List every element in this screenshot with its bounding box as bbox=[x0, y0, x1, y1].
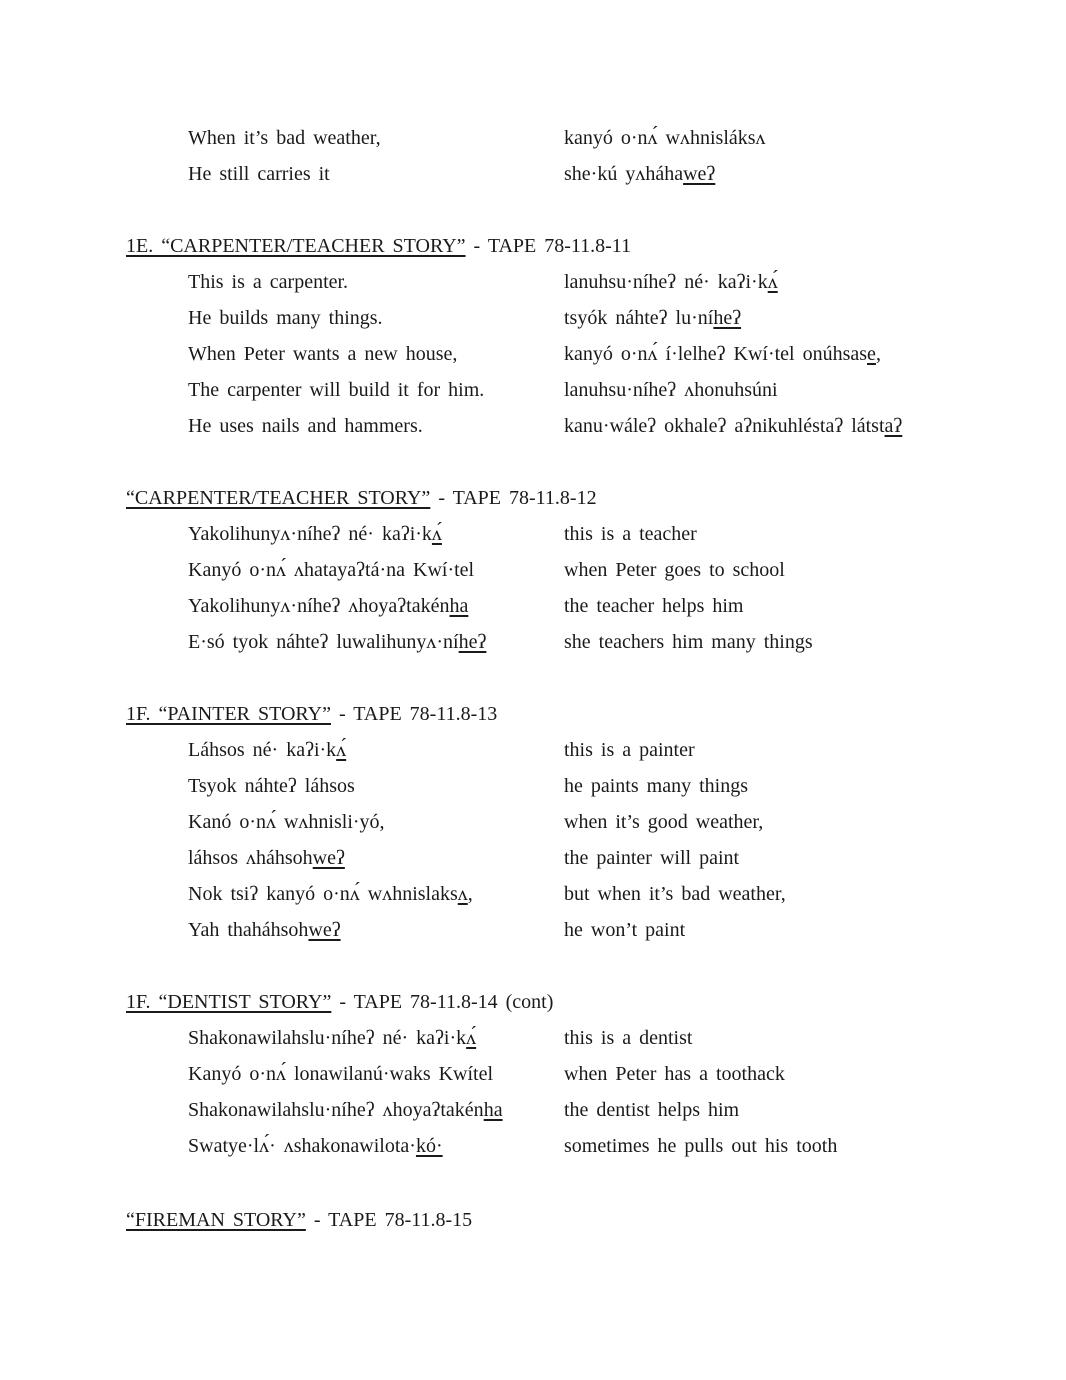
intro-row bbox=[0, 120, 1066, 156]
english-line: When Peter wants a new house, bbox=[188, 343, 458, 365]
story-row bbox=[0, 516, 1066, 552]
heading-tape: - TAPE 78-11.8-14 (cont) bbox=[331, 991, 554, 1013]
english-line: When it’s bad weather, bbox=[188, 127, 381, 149]
oneida-line: tsyók náhteʔ lu·níheʔ bbox=[564, 307, 742, 329]
section-heading-fireman bbox=[126, 1202, 472, 1238]
oneida-line: Swatye·lʌ́· ʌshakonawilota·kó· bbox=[188, 1135, 443, 1157]
english-line: but when it’s bad weather, bbox=[564, 883, 786, 905]
heading-title: “FIREMAN STORY” bbox=[126, 1209, 306, 1231]
oneida-line: lanuhsu·níheʔ né· kaʔi·kʌ́ bbox=[564, 271, 778, 293]
story-row bbox=[0, 552, 1066, 588]
english-line: she teachers him many things bbox=[564, 631, 813, 653]
english-line: He builds many things. bbox=[188, 307, 383, 329]
heading-title: 1E. “CARPENTER/TEACHER STORY” bbox=[126, 235, 466, 257]
story-row bbox=[0, 372, 1066, 408]
english-line: He still carries it bbox=[188, 163, 330, 185]
section-heading-painter bbox=[126, 696, 497, 732]
english-line: The carpenter will build it for him. bbox=[188, 379, 485, 401]
intro-row bbox=[0, 156, 1066, 192]
story-row bbox=[0, 1020, 1066, 1056]
story-row bbox=[0, 1128, 1066, 1164]
oneida-line: Yakolihunyʌ·níheʔ ʌhoyaʔtakénha bbox=[188, 595, 469, 617]
oneida-line: Shakonawilahslu·níheʔ né· kaʔi·kʌ́ bbox=[188, 1027, 477, 1049]
oneida-line: Kanyó o·nʌ́ lonawilanú·waks Kwítel bbox=[188, 1063, 494, 1085]
heading-tape: - TAPE 78-11.8-12 bbox=[430, 487, 597, 509]
oneida-line: láhsos ʌháhsohweʔ bbox=[188, 847, 345, 869]
oneida-line: Tsyok náhteʔ láhsos bbox=[188, 775, 355, 797]
story-row bbox=[0, 1056, 1066, 1092]
english-line: when Peter goes to school bbox=[564, 559, 785, 581]
oneida-line: lanuhsu·níheʔ ʌhonuhsúni bbox=[564, 379, 778, 401]
story-row bbox=[0, 336, 1066, 372]
english-line: he won’t paint bbox=[564, 919, 686, 941]
english-line: the teacher helps him bbox=[564, 595, 744, 617]
heading-title: “CARPENTER/TEACHER STORY” bbox=[126, 487, 431, 509]
oneida-line: kanu·wáleʔ okhaleʔ aʔnikuhléstaʔ látstaʔ bbox=[564, 415, 903, 437]
oneida-line: Shakonawilahslu·níheʔ ʌhoyaʔtakénha bbox=[188, 1099, 503, 1121]
english-line: when it’s good weather, bbox=[564, 811, 764, 833]
oneida-line: Kanó o·nʌ́ wʌhnisli·yó, bbox=[188, 811, 385, 833]
english-line: the dentist helps him bbox=[564, 1099, 740, 1121]
heading-title: 1F. “DENTIST STORY” bbox=[126, 991, 332, 1013]
story-row bbox=[0, 300, 1066, 336]
oneida-line: Yakolihunyʌ·níheʔ né· kaʔi·kʌ́ bbox=[188, 523, 442, 545]
oneida-line: Nok tsiʔ kanyó o·nʌ́ wʌhnislaksʌ, bbox=[188, 883, 473, 905]
story-row bbox=[0, 624, 1066, 660]
heading-tape: - TAPE 78-11.8-13 bbox=[330, 703, 498, 725]
heading-tape: - TAPE 78-11.8-15 bbox=[305, 1209, 473, 1231]
oneida-line: Yah thaháhsohweʔ bbox=[188, 919, 341, 941]
oneida-line: Láhsos né· kaʔi·kʌ́ bbox=[188, 739, 347, 761]
story-row bbox=[0, 732, 1066, 768]
section-heading-teacher bbox=[126, 480, 597, 516]
story-row bbox=[0, 804, 1066, 840]
english-line: the painter will paint bbox=[564, 847, 740, 869]
english-line: this is a painter bbox=[564, 739, 695, 761]
section-heading-dentist bbox=[126, 984, 553, 1020]
story-row bbox=[0, 768, 1066, 804]
heading-tape: - TAPE 78-11.8-11 bbox=[465, 235, 632, 257]
section-heading-carpenter bbox=[126, 228, 631, 264]
story-row bbox=[0, 876, 1066, 912]
oneida-line: she·kú yʌháhaweʔ bbox=[564, 163, 716, 185]
english-line: He uses nails and hammers. bbox=[188, 415, 423, 437]
english-line: sometimes he pulls out his tooth bbox=[564, 1135, 838, 1157]
story-row bbox=[0, 588, 1066, 624]
oneida-line: Kanyó o·nʌ́ ʌhatayaʔtá·na Kwí·tel bbox=[188, 559, 475, 581]
story-row bbox=[0, 264, 1066, 300]
heading-title: 1F. “PAINTER STORY” bbox=[126, 703, 331, 725]
english-line: he paints many things bbox=[564, 775, 748, 797]
english-line: this is a dentist bbox=[564, 1027, 693, 1049]
english-line: this is a teacher bbox=[564, 523, 697, 545]
english-line: This is a carpenter. bbox=[188, 271, 349, 293]
oneida-line: kanyó o·nʌ́ í·lelheʔ Kwí·tel onúhsase, bbox=[564, 343, 881, 365]
story-row bbox=[0, 840, 1066, 876]
story-row bbox=[0, 408, 1066, 444]
story-row bbox=[0, 1092, 1066, 1128]
story-row bbox=[0, 912, 1066, 948]
oneida-line: E·só tyok náhteʔ luwalihunyʌ·níheʔ bbox=[188, 631, 487, 653]
english-line: when Peter has a toothack bbox=[564, 1063, 785, 1085]
oneida-line: kanyó o·nʌ́ wʌhnisláksʌ bbox=[564, 127, 766, 149]
